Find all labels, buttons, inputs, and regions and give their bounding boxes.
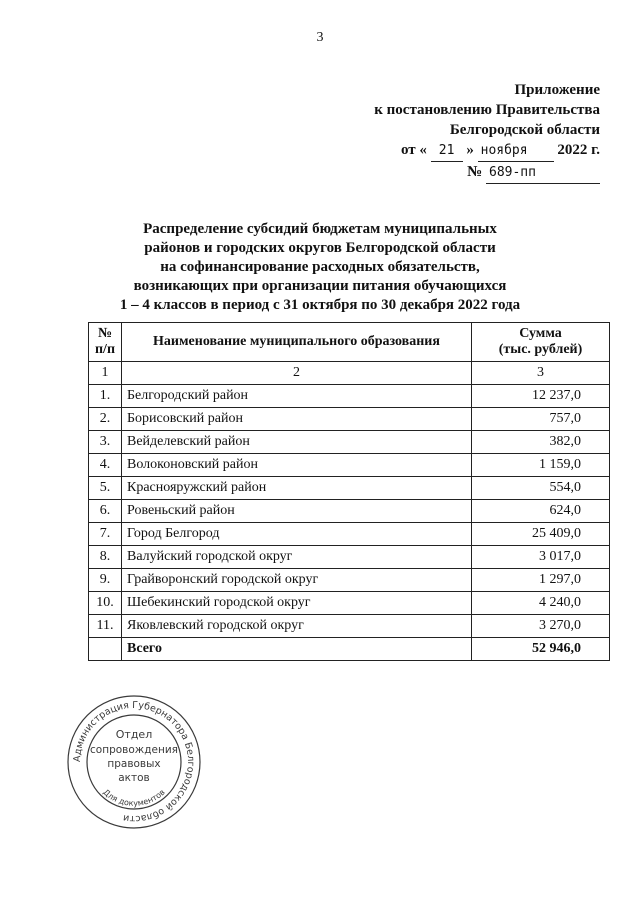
date-day: 21 [431, 141, 463, 162]
table-row [89, 569, 610, 592]
header-name: Наименование муниципального образования [122, 323, 472, 362]
row-number: 3. [89, 431, 122, 454]
date-mid: » [466, 142, 474, 158]
document-title [0, 220, 640, 315]
total-label: Всего [122, 638, 472, 661]
row-name: Грайворонский городской округ [122, 569, 472, 592]
table-row [89, 592, 610, 615]
row-sum: 757,0 [472, 408, 610, 431]
row-sum: 624,0 [472, 500, 610, 523]
row-name: Белгородский район [122, 385, 472, 408]
appendix-date [340, 140, 600, 162]
row-number: 6. [89, 500, 122, 523]
date-year: 2022 г. [557, 142, 600, 158]
row-name: Город Белгород [122, 523, 472, 546]
column-index: 1 [89, 362, 122, 385]
row-number: 2. [89, 408, 122, 431]
column-index-row [89, 362, 610, 385]
appendix-number [340, 162, 600, 184]
stamp-inner-line: правовых [107, 758, 161, 770]
column-index: 3 [472, 362, 610, 385]
table-row [89, 477, 610, 500]
table-row [89, 546, 610, 569]
title-line: возникающих при организации питания обучающихся [133, 278, 507, 294]
row-name: Валуйский городской округ [122, 546, 472, 569]
row-sum: 3 270,0 [472, 615, 610, 638]
total-empty [89, 638, 122, 661]
row-name: Яковлевский городской округ [122, 615, 472, 638]
row-number: 5. [89, 477, 122, 500]
header-number [89, 323, 122, 362]
row-sum: 554,0 [472, 477, 610, 500]
row-number: 10. [89, 592, 122, 615]
row-number: 4. [89, 454, 122, 477]
total-row [89, 638, 610, 661]
appendix-region: Белгородской области [449, 122, 600, 138]
row-sum: 12 237,0 [472, 385, 610, 408]
table-row [89, 523, 610, 546]
stamp-ring-text: Администрация Губернатора Белгородской области [71, 699, 197, 825]
row-name: Ровеньский район [122, 500, 472, 523]
number-value: 689-пп [486, 163, 600, 184]
header-sum-line2: (тыс. рублей) [498, 342, 583, 357]
header-number-line2: п/п [94, 342, 116, 357]
header-sum-line1: Сумма [519, 326, 562, 341]
stamp-bottom-text: Для документов [101, 787, 167, 808]
row-number: 8. [89, 546, 122, 569]
row-name: Вейделевский район [122, 431, 472, 454]
appendix-title: Приложение [514, 82, 600, 98]
number-label: № [467, 164, 483, 180]
allocation-table [88, 322, 610, 661]
table-row [89, 408, 610, 431]
stamp-inner-line: Отдел [115, 728, 153, 741]
row-number: 7. [89, 523, 122, 546]
appendix-resolution: к постановлению Правительства [374, 102, 600, 118]
table-row [89, 454, 610, 477]
table-row [89, 431, 610, 454]
row-sum: 3 017,0 [472, 546, 610, 569]
header-sum [472, 323, 610, 362]
stamp-inner-line: сопровождения [90, 744, 178, 756]
row-sum: 25 409,0 [472, 523, 610, 546]
table-row [89, 500, 610, 523]
row-name: Краснояружский район [122, 477, 472, 500]
title-line: Распределение субсидий бюджетам муниципальных [143, 221, 497, 237]
header-number-line1: № [97, 326, 113, 341]
page-number: 3 [316, 30, 324, 45]
table-header-row [89, 323, 610, 362]
column-index: 2 [122, 362, 472, 385]
row-number: 1. [89, 385, 122, 408]
row-sum: 4 240,0 [472, 592, 610, 615]
date-month: ноября [478, 141, 554, 162]
row-sum: 382,0 [472, 431, 610, 454]
title-line: районов и городских округов Белгородской области [144, 240, 496, 256]
row-sum: 1 159,0 [472, 454, 610, 477]
stamp-seal [64, 692, 204, 832]
stamp-inner-line: актов [118, 772, 150, 784]
table-row [89, 385, 610, 408]
row-number: 9. [89, 569, 122, 592]
row-name: Шебекинский городской округ [122, 592, 472, 615]
row-sum: 1 297,0 [472, 569, 610, 592]
appendix-block [340, 80, 600, 184]
title-line: 1 – 4 классов в период с 31 октября по 30 декабря 2022 года [119, 297, 521, 313]
table-row [89, 615, 610, 638]
title-line: на софинансирование расходных обязательств, [160, 259, 480, 275]
date-prefix: от « [400, 142, 427, 158]
row-name: Борисовский район [122, 408, 472, 431]
row-name: Волоконовский район [122, 454, 472, 477]
row-number: 11. [89, 615, 122, 638]
total-sum: 52 946,0 [472, 638, 610, 661]
